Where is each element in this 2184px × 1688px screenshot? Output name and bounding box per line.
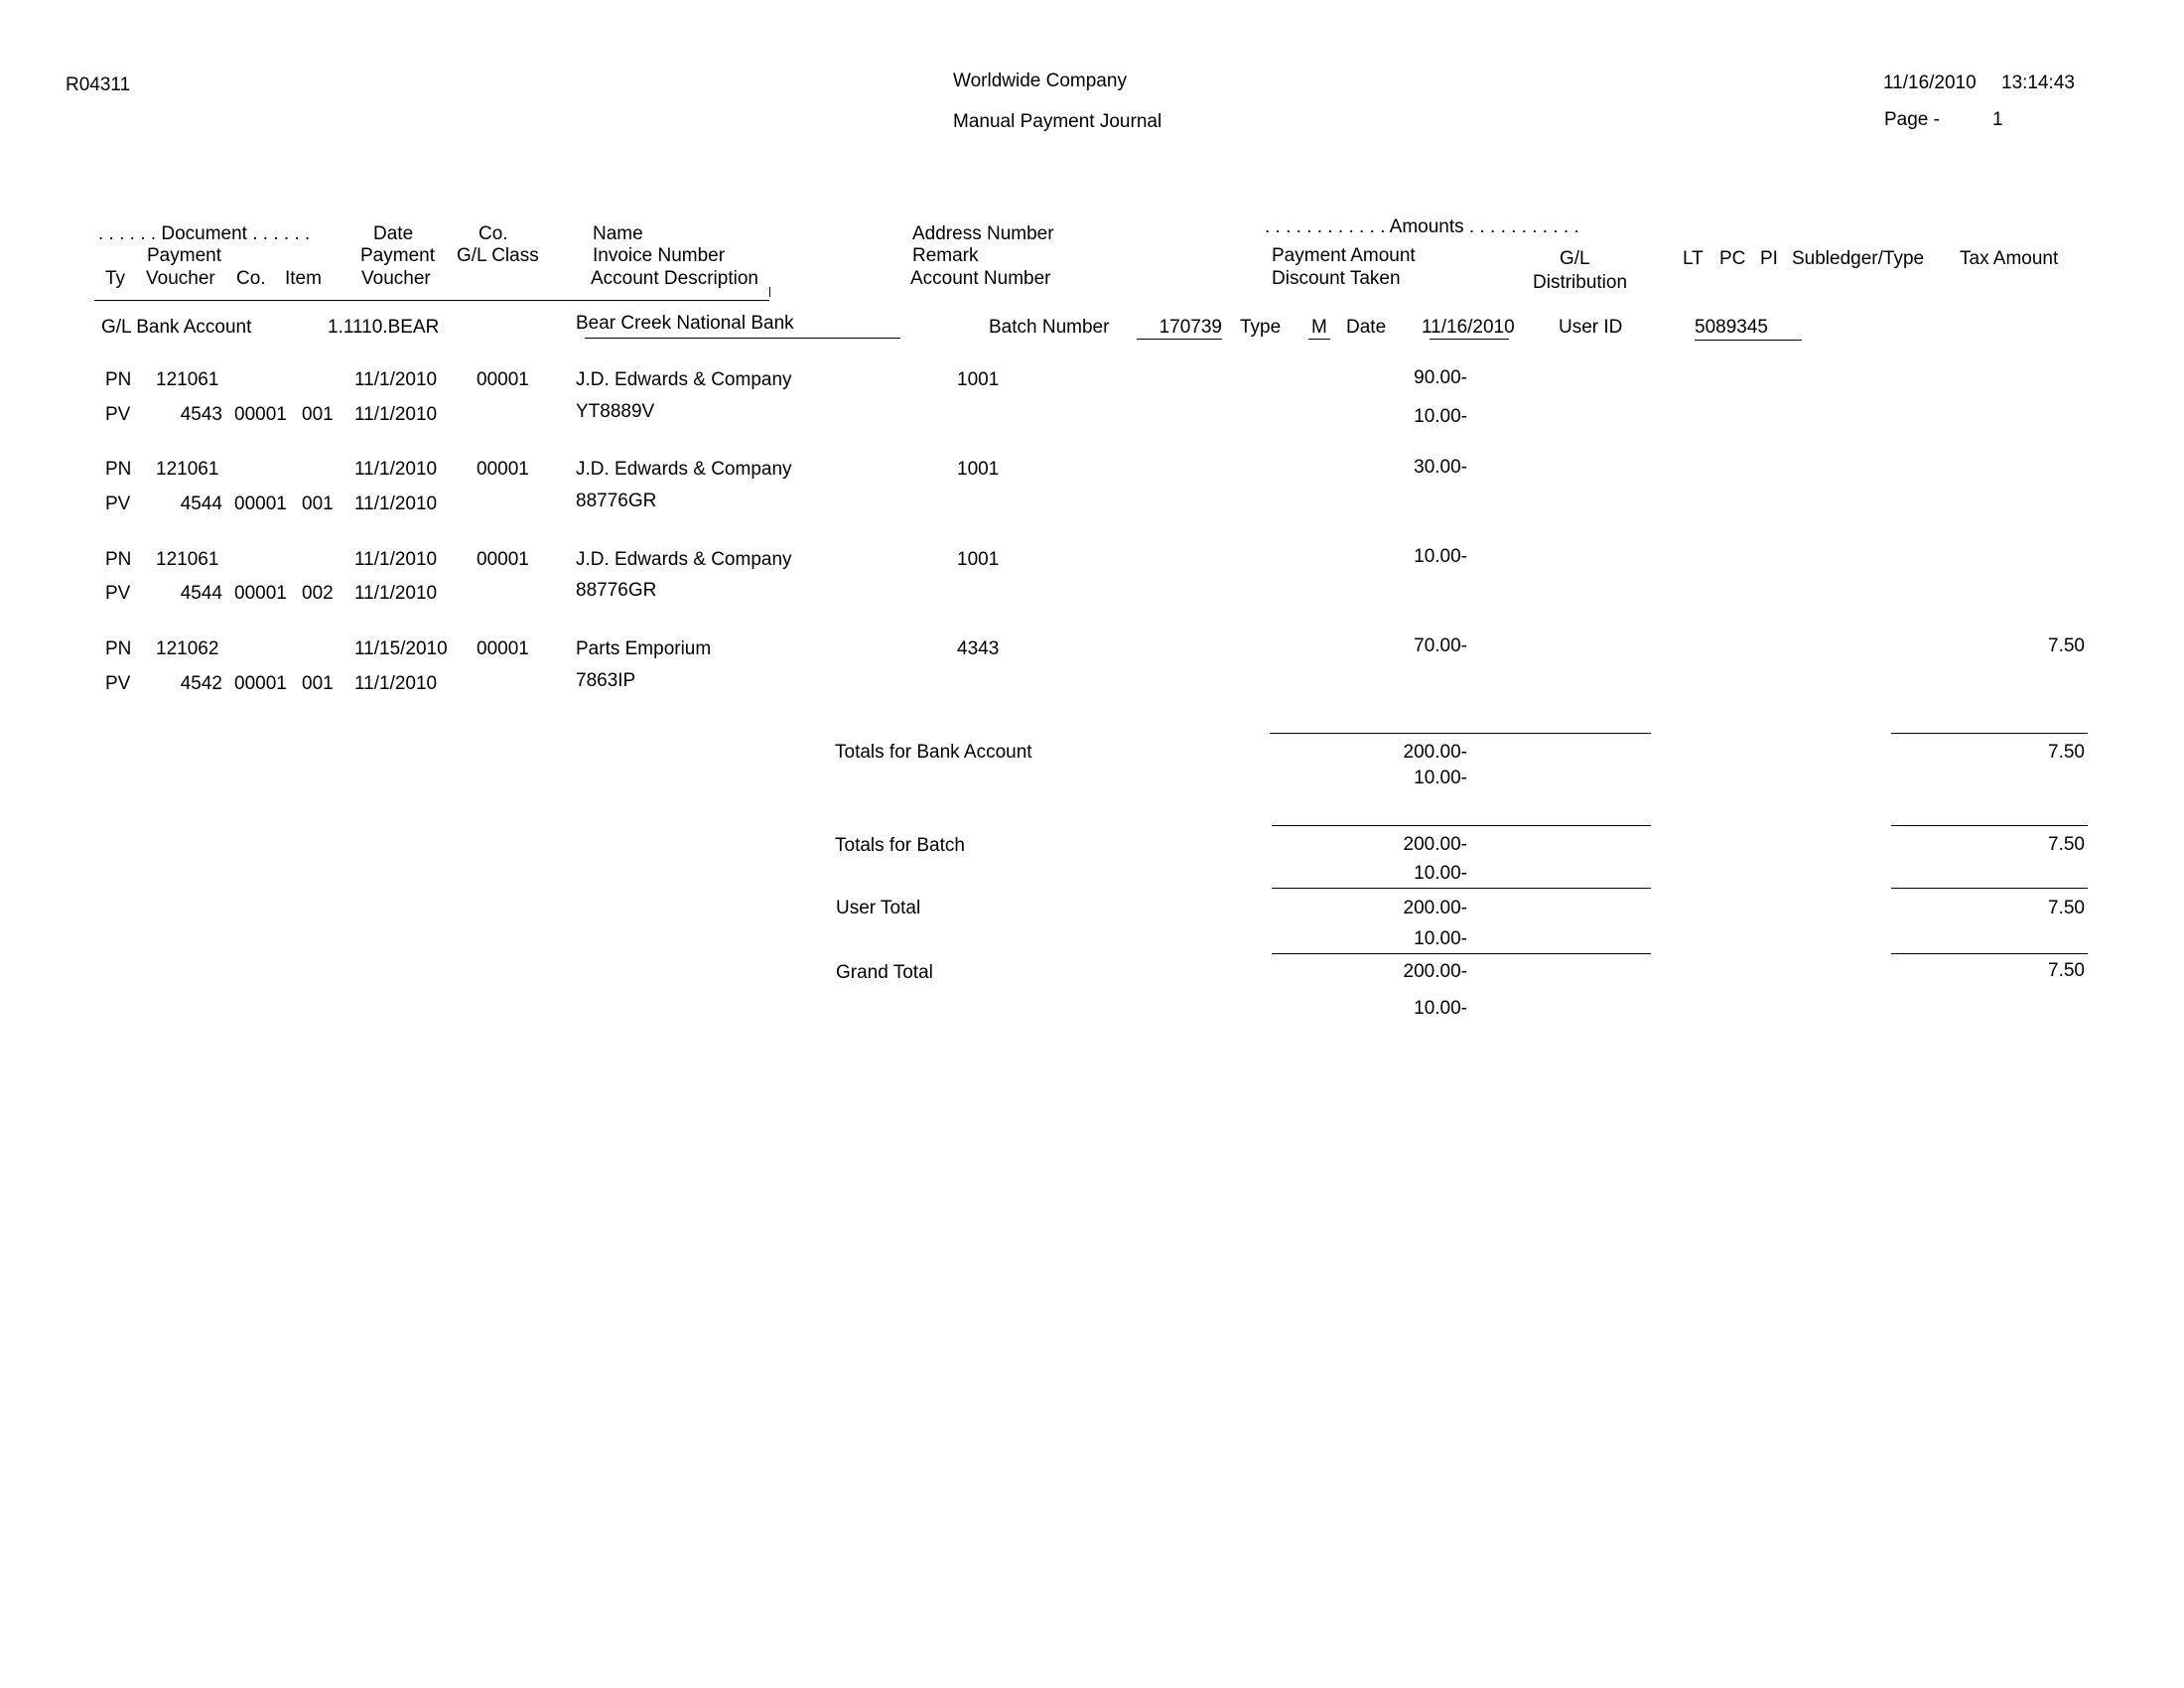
- pv-co: 00001: [234, 493, 287, 514]
- pv-item: 002: [302, 583, 334, 604]
- report-time: 13:14:43: [2001, 72, 2075, 93]
- header-payment-amount: Payment Amount: [1272, 245, 1416, 266]
- report-id: R04311: [66, 74, 131, 95]
- pv-voucher: 4543: [180, 404, 222, 425]
- pv-invoice: 7863IP: [576, 670, 636, 691]
- header-co: Co.: [236, 268, 266, 289]
- type-value: M: [1311, 317, 1327, 338]
- pv-date: 11/1/2010: [354, 673, 438, 694]
- pn-co: 00001: [477, 459, 529, 480]
- header-address-number: Address Number: [912, 223, 1054, 244]
- header-account-number: Account Number: [910, 268, 1051, 289]
- report-title: Manual Payment Journal: [953, 111, 1162, 132]
- pn-address: 1001: [957, 549, 1000, 570]
- pn-payment: 121062: [156, 638, 219, 659]
- total-discount: 10.00-: [1414, 998, 1467, 1019]
- batch-number: 170739: [1159, 317, 1222, 338]
- pv-item: 001: [302, 404, 334, 425]
- header-tax-amount: Tax Amount: [1960, 248, 2059, 269]
- pv-ty: PV: [105, 583, 131, 604]
- pn-ty: PN: [105, 459, 132, 480]
- pn-payment: 121061: [156, 549, 219, 570]
- type-label: Type: [1240, 317, 1282, 338]
- pn-name: J.D. Edwards & Company: [576, 459, 792, 480]
- batch-number-underline: [1137, 339, 1222, 340]
- pn-amount: 70.00-: [1414, 635, 1467, 656]
- user-label: User ID: [1559, 317, 1623, 338]
- total-rule-amount: [1272, 888, 1651, 889]
- pv-item: 001: [302, 493, 334, 514]
- total-amount: 200.00-: [1403, 834, 1467, 855]
- pn-address: 1001: [957, 459, 1000, 480]
- total-tax: 7.50: [2048, 742, 2085, 763]
- pn-name: J.D. Edwards & Company: [576, 549, 792, 570]
- total-amount: 200.00-: [1403, 898, 1467, 918]
- total-label: Totals for Bank Account: [835, 742, 1032, 763]
- header-gl-class: G/L Class: [457, 245, 539, 266]
- type-underline: [1308, 339, 1330, 340]
- pv-co: 00001: [234, 404, 287, 425]
- pv-voucher: 4542: [180, 673, 222, 694]
- user-id: 5089345: [1695, 317, 1768, 338]
- total-label: Totals for Batch: [835, 835, 965, 856]
- pn-tax: 7.50: [2048, 635, 2085, 656]
- header-pc: PC: [1719, 248, 1746, 269]
- total-rule-amount: [1272, 825, 1651, 826]
- pv-voucher: 4544: [180, 493, 222, 514]
- total-discount: 10.00-: [1414, 928, 1467, 949]
- user-id-underline: [1695, 340, 1802, 341]
- pv-invoice: YT8889V: [576, 401, 655, 422]
- total-tax: 7.50: [2048, 834, 2085, 855]
- batch-date: 11/16/2010: [1422, 317, 1515, 338]
- total-rule-tax: [1891, 888, 2088, 889]
- company-name: Worldwide Company: [953, 70, 1127, 91]
- header-tick: [769, 287, 770, 297]
- date-label: Date: [1346, 317, 1387, 338]
- header-ty: Ty: [105, 268, 126, 289]
- pv-ty: PV: [105, 673, 131, 694]
- header-distribution: Distribution: [1533, 272, 1628, 293]
- pn-co: 00001: [477, 369, 529, 390]
- total-rule-amount: [1270, 733, 1651, 734]
- batch-label: Batch Number: [989, 317, 1110, 338]
- header-date: Date: [373, 223, 414, 244]
- pn-address: 1001: [957, 369, 1000, 390]
- pv-co: 00001: [234, 583, 287, 604]
- pv-date: 11/1/2010: [354, 493, 438, 514]
- pv-item: 001: [302, 673, 334, 694]
- header-lt: LT: [1683, 248, 1704, 269]
- header-item: Item: [285, 268, 322, 289]
- pn-name: Parts Emporium: [576, 638, 712, 659]
- header-gl: G/L: [1560, 248, 1590, 269]
- pn-date: 11/1/2010: [354, 369, 438, 390]
- header-invoice-number: Invoice Number: [593, 245, 726, 266]
- header-rule: [94, 300, 769, 301]
- header-payment: Payment: [147, 245, 221, 266]
- header-document-group: . . . . . . Document . . . . . .: [98, 223, 311, 244]
- pn-co: 00001: [477, 549, 529, 570]
- page-label: Page -: [1884, 109, 1940, 130]
- pn-ty: PN: [105, 369, 132, 390]
- total-label: Grand Total: [836, 962, 933, 983]
- total-rule-tax: [1891, 733, 2088, 734]
- total-rule-amount: [1272, 953, 1651, 954]
- page-number: 1: [1992, 109, 2003, 130]
- total-tax: 7.50: [2048, 898, 2085, 918]
- header-name: Name: [593, 223, 643, 244]
- pn-address: 4343: [957, 638, 1000, 659]
- pn-amount: 30.00-: [1414, 457, 1467, 478]
- header-co2: Co.: [478, 223, 508, 244]
- header-discount-taken: Discount Taken: [1272, 268, 1401, 289]
- pv-voucher: 4544: [180, 583, 222, 604]
- header-date-voucher: Voucher: [361, 268, 431, 289]
- header-amounts-group: . . . . . . . . . . . . Amounts . . . . . . . . . . .: [1265, 216, 1579, 237]
- pn-name: J.D. Edwards & Company: [576, 369, 792, 390]
- pn-ty: PN: [105, 549, 132, 570]
- header-voucher: Voucher: [146, 268, 215, 289]
- gl-bank-label: G/L Bank Account: [101, 317, 252, 338]
- pn-payment: 121061: [156, 369, 219, 390]
- pn-amount: 90.00-: [1414, 367, 1467, 388]
- pv-date: 11/1/2010: [354, 583, 438, 604]
- pv-date: 11/1/2010: [354, 404, 438, 425]
- bank-name-underline: [585, 338, 900, 339]
- pv-co: 00001: [234, 673, 287, 694]
- report-date: 11/16/2010: [1883, 72, 1977, 93]
- total-rule-tax: [1891, 953, 2088, 954]
- header-subledger-type: Subledger/Type: [1792, 248, 1925, 269]
- pv-discount: 10.00-: [1414, 406, 1467, 427]
- pn-co: 00001: [477, 638, 529, 659]
- pn-date: 11/1/2010: [354, 549, 438, 570]
- header-account-description: Account Description: [591, 268, 758, 289]
- total-amount: 200.00-: [1403, 961, 1467, 982]
- pn-date: 11/15/2010: [354, 638, 448, 659]
- total-rule-tax: [1891, 825, 2088, 826]
- header-pi: PI: [1760, 248, 1778, 269]
- total-tax: 7.50: [2048, 960, 2085, 981]
- header-remark: Remark: [912, 245, 979, 266]
- bank-name: Bear Creek National Bank: [576, 313, 794, 334]
- header-date-payment: Payment: [360, 245, 435, 266]
- pn-amount: 10.00-: [1414, 546, 1467, 567]
- total-amount: 200.00-: [1403, 742, 1467, 763]
- batch-date-underline: [1430, 339, 1509, 340]
- total-discount: 10.00-: [1414, 768, 1467, 788]
- pv-ty: PV: [105, 404, 131, 425]
- gl-bank-account: 1.1110.BEAR: [328, 317, 440, 338]
- total-discount: 10.00-: [1414, 863, 1467, 884]
- pn-ty: PN: [105, 638, 132, 659]
- pv-ty: PV: [105, 493, 131, 514]
- pn-payment: 121061: [156, 459, 219, 480]
- pv-invoice: 88776GR: [576, 491, 657, 511]
- pn-date: 11/1/2010: [354, 459, 438, 480]
- pv-invoice: 88776GR: [576, 580, 657, 601]
- total-label: User Total: [836, 898, 921, 918]
